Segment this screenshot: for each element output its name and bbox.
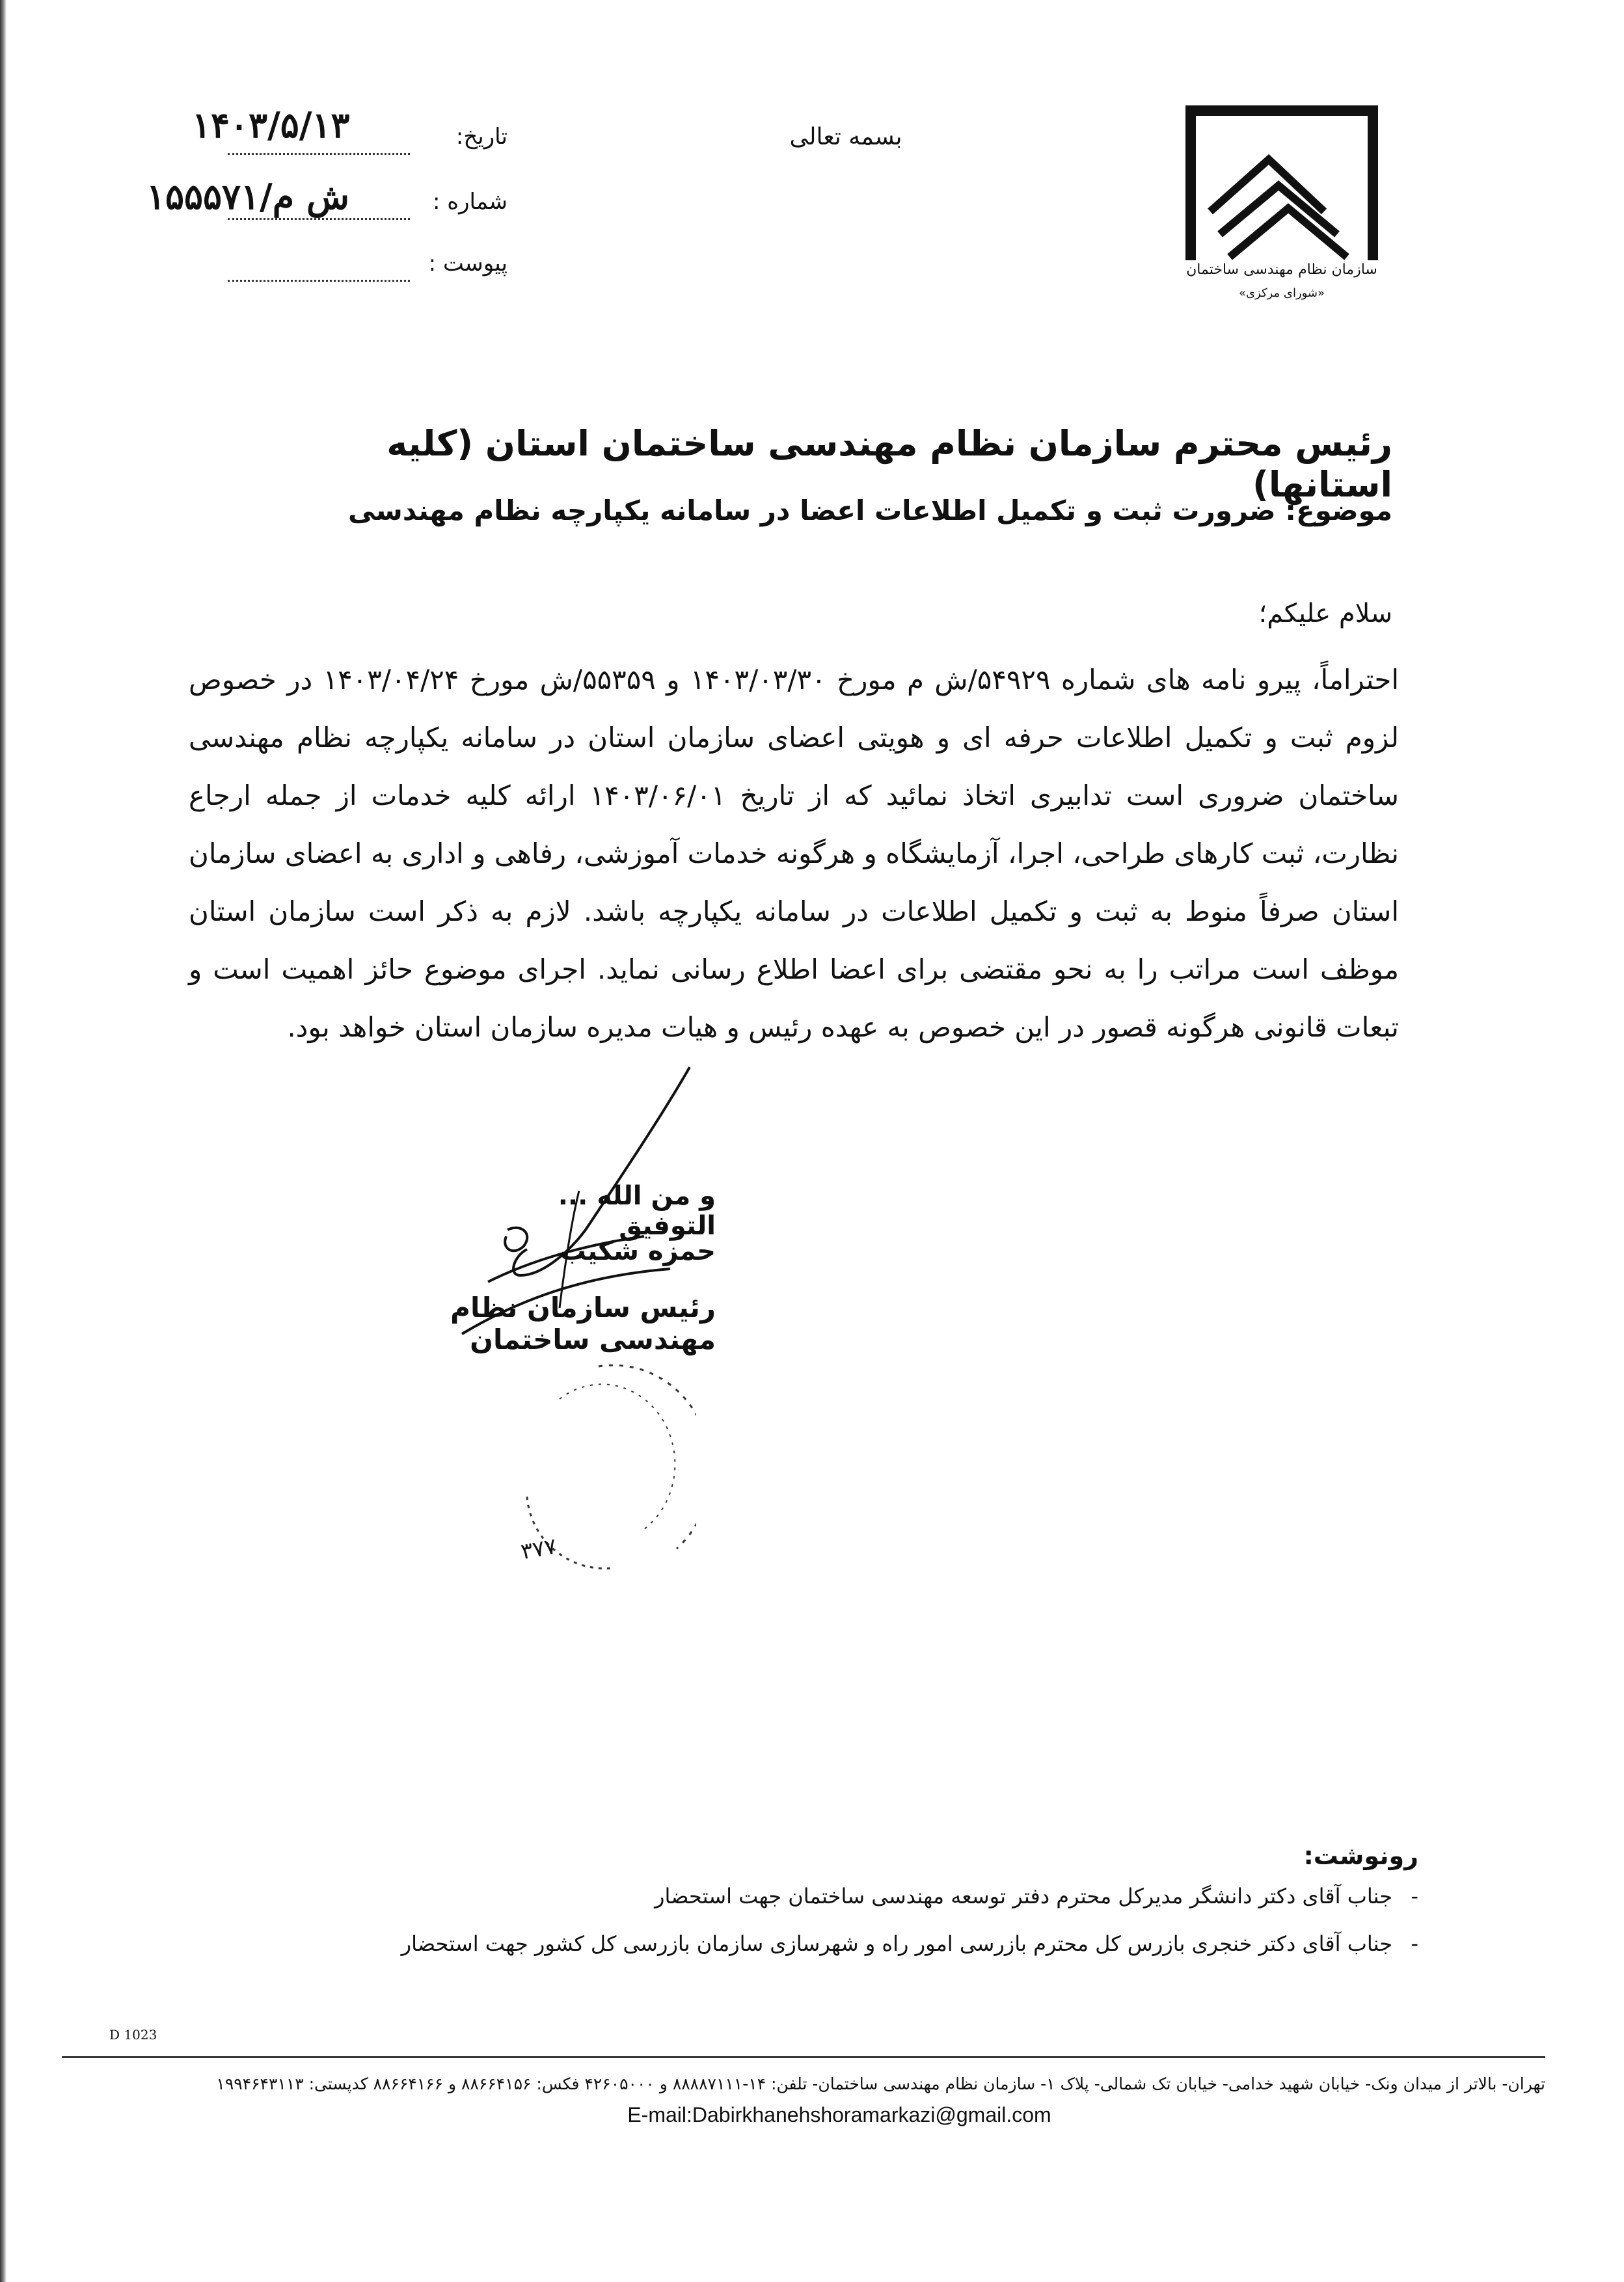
organization-logo — [1171, 98, 1392, 312]
logo-title: سازمان نظام مهندسی ساختمان — [1186, 262, 1377, 278]
letter-body: احتراماً، پیرو نامه های شماره ۵۴۹۲۹/ش م مورخ ۱۴۰۳/۰۳/۳۰ و ۵۵۳۵۹/ش مورخ ۱۴۰۳/۰۴/۲۴ در خصوص لزوم ثبت و تکمیل اطلاعات حرفه ای و هویتی اعضای سازمان استان در سامانه یکپارچه نظام مهندسی ساختمان ضروری است تدابیری اتخاذ نمائید که از تاریخ ۱۴۰۳/۰۶/۰۱ ارائه کلیه خدمات از جمله ارجاع نظارت، ثبت کارهای طراحی، اجرا، آزمایشگاه و هرگونه خدمات آموزشی، رفاهی و اداری به اعضای سازمان استان صرفاً منوط به ثبت و تکمیل اطلاعات در سامانه یکپارچه باشد. لازم به ذکر است سازمان استان موظف است مراتب را به نحو مقتضی برای اعضا اطلاع رسانی نماید. اجرای موضوع حائز اهمیت است و تبعات قانونی هرگونه قصور در این خصوص به عهده رئیس و هیات مدیره سازمان استان خواهد بود. — [189, 664, 1399, 1043]
footer-divider — [62, 2056, 1545, 2058]
subject: موضوع: ضرورت ثبت و تکمیل اطلاعات اعضا در سامانه یکپارچه نظام مهندسی — [347, 495, 1392, 526]
footer-address: تهران- بالاتر از میدان ونک- خیابان شهید خدامی- خیابان تک شمالی- پلاک ۱- سازمان نظام مهندسی ساختمان- تلفن: ۱۴-۸۸۸۸۷۱۱۱ و ۴۲۶۰۵۰۰۰ فکس: ۸۸۶۶۴۱۵۶ و ۸۸۶۶۴۱۶۶ کدپستی: ۱۹۹۴۶۴۳۱۱۳ — [216, 2074, 1545, 2093]
greeting: سلام علیکم؛ — [1258, 599, 1392, 629]
cc-item-dash: - — [1411, 1884, 1418, 1908]
cc-title: رونوشت: — [1303, 1841, 1418, 1870]
number-label: شماره : — [433, 189, 508, 215]
cc-item-text: جناب آقای دکتر دانشگر مدیرکل محترم دفتر توسعه مهندسی ساختمان جهت استحضار — [655, 1884, 1392, 1908]
number-value: ۱۵۵۵۷۱/ش م — [146, 176, 349, 217]
date-line — [228, 153, 410, 155]
attachment-line — [228, 280, 410, 282]
bismillah: بسمه تعالی — [789, 124, 902, 150]
date-label: تاریخ: — [455, 124, 508, 150]
cc-item — [260, 1884, 1418, 1908]
logo-subtitle: «شورای مرکزی» — [1238, 286, 1325, 300]
date-row — [117, 104, 508, 163]
document-code: D 1023 — [109, 2027, 157, 2043]
stamp-number: ۳۷۷ — [519, 1533, 559, 1566]
handwritten-signature — [449, 1061, 748, 1399]
cc-item — [260, 1931, 1418, 1956]
number-row — [117, 176, 508, 228]
recipient: رئیس محترم سازمان نظام مهندسی ساختمان استان (کلیه استانها) — [386, 423, 1392, 505]
cc-item-dash: - — [1411, 1931, 1418, 1956]
signer-title: رئیس سازمان نظام مهندسی ساختمان — [450, 1292, 716, 1355]
signer-name: حمزه شکیب — [560, 1236, 716, 1266]
cc-item-text: جناب آقای دکتر خنجری بازرس کل محترم بازرسی امور راه و شهرسازی سازمان بازرسی کل کشور جهت استحضار — [401, 1931, 1392, 1956]
footer-email: E-mail:Dabirkhanehshoramarkazi@gmail.com — [627, 2103, 1051, 2126]
scan-edge — [0, 0, 7, 2282]
number-line — [228, 218, 410, 220]
attachment-label: پیوست : — [428, 251, 508, 277]
date-value: ۱۴۰۳/۵/۱۳ — [192, 104, 350, 146]
closing: و من الله ... التوفیق — [558, 1181, 716, 1241]
attachment-row — [117, 251, 508, 290]
